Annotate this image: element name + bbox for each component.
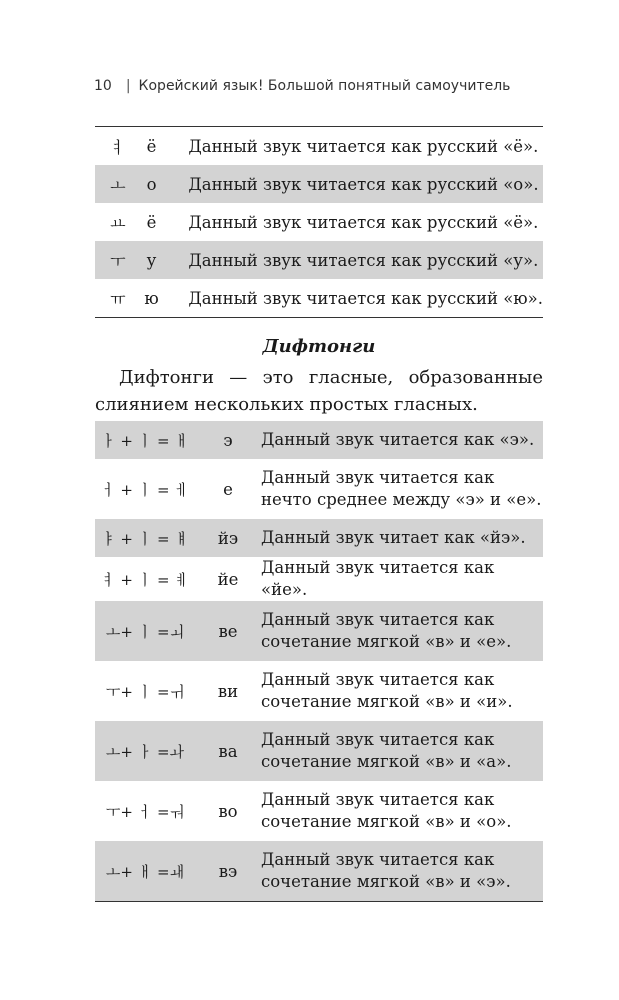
hangul-letter: ㅗ	[110, 175, 126, 195]
russian-sound: ё	[146, 212, 157, 232]
description-line: Данный звук читает как «йэ».	[261, 528, 526, 547]
russian-sound: у	[146, 250, 157, 270]
diphthong-formula: ㅗ+ ㅏ =ㅘ	[105, 742, 185, 761]
russian-sound: вэ	[218, 861, 238, 881]
russian-sound: э	[223, 430, 233, 450]
sound-description: Данный звук читается как русский «ю».	[188, 288, 543, 308]
table-row	[95, 421, 543, 459]
russian-sound: йэ	[217, 528, 239, 548]
hangul-letter: ㅜ	[110, 251, 126, 271]
hangul-letter: ㅕ	[110, 137, 126, 157]
table-row	[95, 519, 543, 557]
description-line: Данный звук читается как «э».	[261, 430, 535, 449]
description-line: Данный звук читается как	[261, 850, 495, 869]
table-row	[95, 241, 543, 279]
sound-description	[261, 459, 543, 519]
sound-description: Данный звук читается как русский «ё».	[188, 136, 539, 156]
description-line: нечто среднее между «э» и «е».	[261, 490, 542, 509]
diphthong-formula: ㅑ + ㅣ = ㅒ	[101, 529, 189, 548]
description-line: сочетание мягкой «в» и «е».	[261, 632, 512, 651]
table-row	[95, 601, 543, 661]
sound-description	[261, 661, 543, 721]
diphthong-formula: ㅗ+ ㅣ =ㅚ	[105, 622, 185, 641]
description-line: Данный звук читается как «йе».	[261, 558, 495, 599]
russian-sound: ю	[144, 288, 159, 308]
table-row	[95, 203, 543, 241]
table-row	[95, 127, 543, 166]
russian-sound: е	[223, 479, 233, 499]
description-line: сочетание мягкой «в» и «и».	[261, 692, 513, 711]
book-title: Корейский язык! Большой понятный самоучитель	[138, 78, 511, 94]
description-line: Данный звук читается как	[261, 730, 495, 749]
section-intro: Дифтонги — это гласные, образованные слиянием нескольких простых гласных.	[95, 367, 543, 415]
description-line: сочетание мягкой «в» и «э».	[261, 872, 511, 891]
description-line: сочетание мягкой «в» и «а».	[261, 752, 512, 771]
table-row	[95, 781, 543, 841]
russian-sound: во	[218, 801, 238, 821]
diphthong-formula: ㅜ+ ㅓ =ㅝ	[105, 802, 185, 821]
description-line: Данный звук читается как	[261, 790, 495, 809]
diphthong-formula: ㅜ+ ㅣ =ㅟ	[105, 682, 185, 701]
russian-sound: ё	[146, 136, 157, 156]
running-header	[94, 78, 554, 94]
header-separator: |	[125, 78, 131, 94]
hangul-letter: ㅠ	[110, 289, 126, 309]
sound-description: Данный звук читается как русский «ё».	[188, 212, 539, 232]
sound-description	[261, 519, 543, 557]
russian-sound: о	[146, 174, 157, 194]
section-title: Дифтонги	[262, 336, 376, 357]
description-line: сочетание мягкой «в» и «о».	[261, 812, 512, 831]
table-row	[95, 661, 543, 721]
diphthong-formula: ㅏ + ㅣ = ㅐ	[101, 431, 189, 450]
hangul-letter: ㅛ	[110, 213, 126, 233]
page-number: 10	[94, 78, 112, 94]
table-row	[95, 165, 543, 203]
diphthong-formula: ㅕ + ㅣ = ㅖ	[101, 570, 189, 589]
description-line: Данный звук читается как	[261, 610, 495, 629]
table-row	[95, 459, 543, 519]
russian-sound: ви	[217, 681, 239, 701]
sound-description	[261, 841, 543, 902]
sound-description	[261, 601, 543, 661]
russian-sound: ва	[218, 741, 238, 761]
russian-sound: йе	[217, 569, 239, 589]
description-line: Данный звук читается как	[261, 468, 495, 487]
vowels-table	[95, 126, 543, 318]
sound-description	[261, 781, 543, 841]
diphthong-formula: ㅗ+ ㅐ =ㅙ	[105, 862, 185, 881]
table-row	[95, 721, 543, 781]
sound-description: Данный звук читается как русский «о».	[188, 174, 539, 194]
table-row	[95, 279, 543, 318]
description-line: Данный звук читается как	[261, 670, 495, 689]
diphthong-formula: ㅓ + ㅣ = ㅔ	[101, 480, 189, 499]
table-row	[95, 841, 543, 902]
sound-description	[261, 721, 543, 781]
diphthongs-table	[95, 421, 543, 902]
sound-description	[261, 421, 543, 459]
sound-description: Данный звук читается как русский «у».	[188, 250, 539, 270]
russian-sound: ве	[218, 621, 238, 641]
sound-description	[261, 557, 543, 601]
table-row	[95, 557, 543, 601]
